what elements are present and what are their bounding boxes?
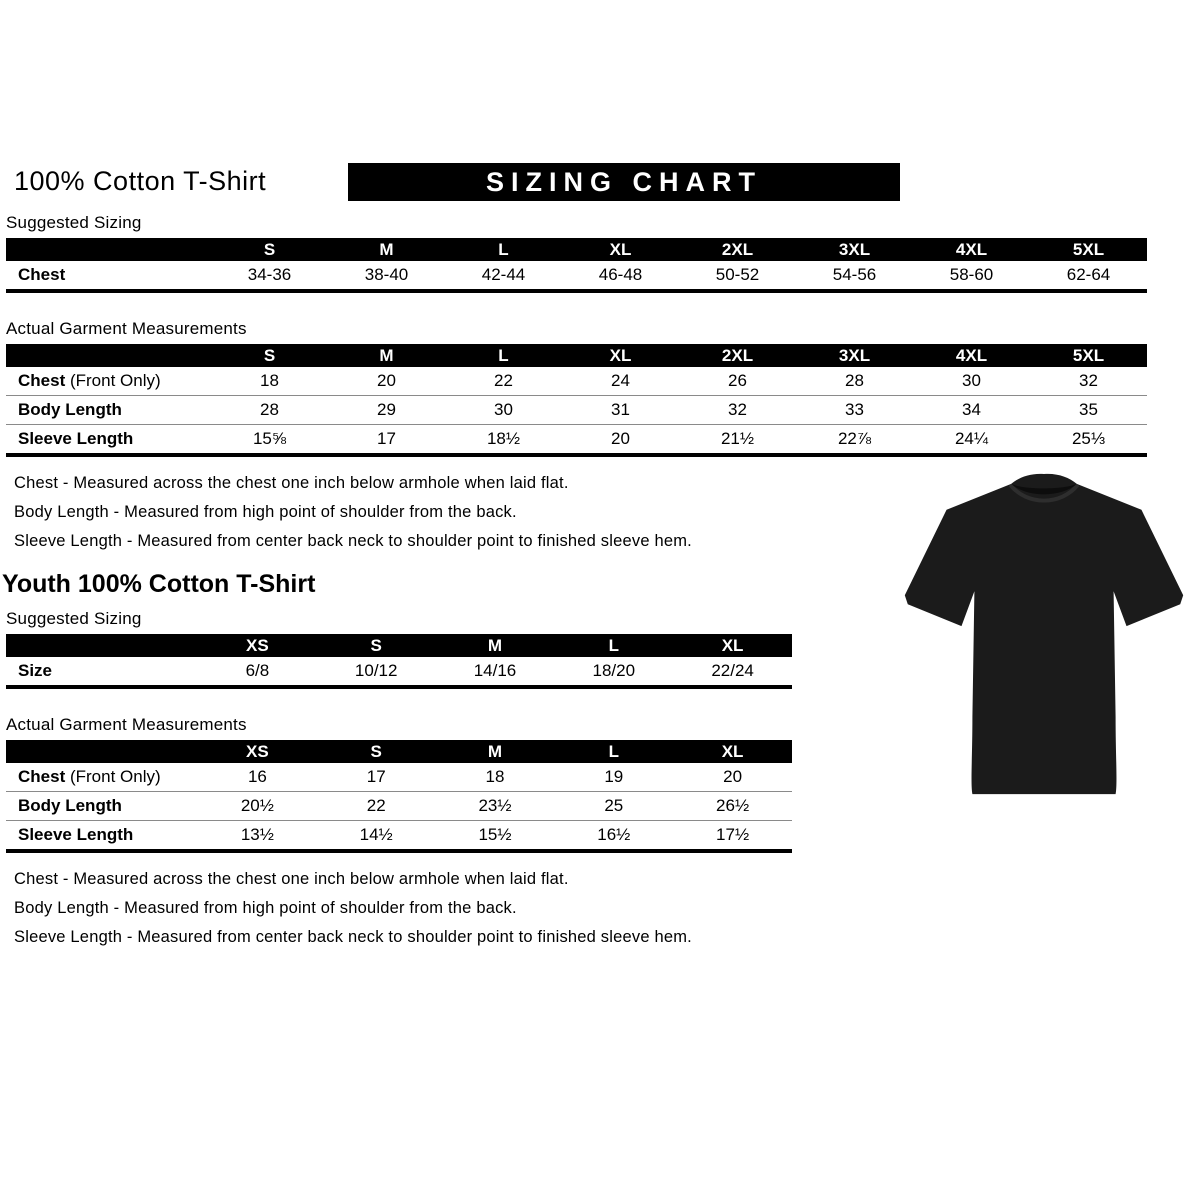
size-column-header: M bbox=[436, 634, 555, 657]
measurement-value: 46-48 bbox=[598, 265, 643, 284]
row-label: Chest (Front Only) bbox=[18, 371, 161, 390]
measurement-value: 22 bbox=[494, 371, 513, 390]
size-column-header: 3XL bbox=[796, 344, 913, 367]
table-corner-cell bbox=[6, 344, 211, 367]
measurement-value: 18/20 bbox=[592, 661, 636, 680]
size-column-header: 4XL bbox=[913, 238, 1030, 261]
measurement-value: 14½ bbox=[359, 825, 393, 844]
youth-suggested-heading: Suggested Sizing bbox=[6, 609, 142, 628]
measurement-row bbox=[6, 657, 792, 687]
measurement-value: 13½ bbox=[240, 825, 274, 844]
measurement-value: 20½ bbox=[240, 796, 274, 815]
measurement-value: 50-52 bbox=[715, 265, 760, 284]
adult-actual-measurements-table bbox=[6, 344, 1147, 457]
header-row bbox=[6, 163, 1151, 207]
size-column-header: XS bbox=[198, 634, 317, 657]
measurement-value: 34 bbox=[962, 400, 981, 419]
measurement-value: 58-60 bbox=[949, 265, 994, 284]
measurement-value: 16½ bbox=[597, 825, 631, 844]
size-column-header: S bbox=[211, 238, 328, 261]
size-column-header: 5XL bbox=[1030, 238, 1147, 261]
measurement-value: 23½ bbox=[478, 796, 512, 815]
size-column-header: XS bbox=[198, 740, 317, 763]
measurement-value: 18 bbox=[485, 767, 505, 786]
measurement-value: 30 bbox=[494, 400, 513, 419]
size-column-header: M bbox=[328, 344, 445, 367]
row-label: Chest (Front Only) bbox=[18, 767, 161, 786]
measurement-row bbox=[6, 821, 792, 852]
measurement-value: 17 bbox=[377, 429, 396, 448]
measurement-value: 54-56 bbox=[832, 265, 877, 284]
table-corner-cell bbox=[6, 238, 211, 261]
size-column-header: 4XL bbox=[913, 344, 1030, 367]
table-corner-cell bbox=[6, 740, 198, 763]
row-label: Body Length bbox=[18, 796, 122, 815]
tshirt-graphic bbox=[893, 468, 1195, 816]
measurement-row bbox=[6, 396, 1147, 425]
youth-suggested-sizing-table bbox=[6, 634, 792, 689]
size-column-header: 3XL bbox=[796, 238, 913, 261]
sizing-chart-banner: SIZING CHART bbox=[348, 163, 900, 201]
size-column-header: M bbox=[328, 238, 445, 261]
measurement-value: 17½ bbox=[716, 825, 750, 844]
measurement-value: 38-40 bbox=[364, 265, 409, 284]
row-label: Chest bbox=[18, 265, 66, 284]
measurement-row bbox=[6, 261, 1147, 291]
measurement-value: 34-36 bbox=[247, 265, 292, 284]
measurement-value: 29 bbox=[377, 400, 396, 419]
size-column-header: 2XL bbox=[679, 344, 796, 367]
size-column-header: 2XL bbox=[679, 238, 796, 261]
note-line: Sleeve Length - Measured from center back neck to shoulder point to finished sleeve hem. bbox=[14, 532, 692, 550]
measurement-value: 22⅞ bbox=[837, 429, 872, 448]
measurement-value: 18½ bbox=[486, 429, 521, 448]
note-line: Body Length - Measured from high point of shoulder from the back. bbox=[14, 899, 517, 917]
youth-section-title: Youth 100% Cotton T-Shirt bbox=[2, 570, 316, 598]
measurement-value: 32 bbox=[1079, 371, 1098, 390]
adult-section-title: 100% Cotton T-Shirt bbox=[14, 166, 267, 196]
measurement-value: 28 bbox=[845, 371, 864, 390]
size-column-header: L bbox=[445, 344, 562, 367]
size-column-header: L bbox=[554, 740, 673, 763]
row-label: Body Length bbox=[18, 400, 122, 419]
note-line: Sleeve Length - Measured from center back neck to shoulder point to finished sleeve hem. bbox=[14, 928, 692, 946]
measurement-value: 15½ bbox=[478, 825, 512, 844]
measurement-row bbox=[6, 367, 1147, 396]
size-column-header: XL bbox=[562, 344, 679, 367]
adult-actual-heading: Actual Garment Measurements bbox=[6, 319, 247, 338]
note-line: Chest - Measured across the chest one inch below armhole when laid flat. bbox=[14, 474, 569, 492]
measurement-value: 19 bbox=[604, 767, 624, 786]
measurement-value: 20 bbox=[611, 429, 630, 448]
size-column-header: L bbox=[554, 634, 673, 657]
measurement-value: 30 bbox=[962, 371, 981, 390]
measurement-value: 35 bbox=[1079, 400, 1098, 419]
measurement-value: 25 bbox=[604, 796, 624, 815]
measurement-value: 42-44 bbox=[481, 265, 526, 284]
measurement-value: 6/8 bbox=[245, 661, 270, 680]
measurement-value: 14/16 bbox=[473, 661, 517, 680]
measurement-value: 25⅓ bbox=[1071, 429, 1106, 448]
measurement-value: 24 bbox=[611, 371, 630, 390]
size-column-header: M bbox=[436, 740, 555, 763]
measurement-row bbox=[6, 792, 792, 821]
measurement-row bbox=[6, 425, 1147, 456]
adult-suggested-heading: Suggested Sizing bbox=[6, 213, 142, 232]
measurement-value: 33 bbox=[845, 400, 864, 419]
measurement-value: 28 bbox=[260, 400, 279, 419]
row-label: Sleeve Length bbox=[18, 429, 134, 448]
table-corner-cell bbox=[6, 634, 198, 657]
measurement-value: 26 bbox=[728, 371, 747, 390]
measurement-value: 22 bbox=[366, 796, 386, 815]
measurement-value: 15⅝ bbox=[252, 429, 287, 448]
youth-measurement-notes bbox=[6, 865, 1151, 952]
youth-actual-measurements-table bbox=[6, 740, 792, 853]
measurement-value: 10/12 bbox=[354, 661, 398, 680]
measurement-value: 24¼ bbox=[954, 429, 989, 448]
black-tshirt-image bbox=[893, 468, 1195, 816]
measurement-value: 31 bbox=[611, 400, 630, 419]
measurement-value: 20 bbox=[377, 371, 396, 390]
note-line: Chest - Measured across the chest one inch below armhole when laid flat. bbox=[14, 870, 569, 888]
youth-actual-heading: Actual Garment Measurements bbox=[6, 715, 247, 734]
measurement-row bbox=[6, 763, 792, 792]
adult-suggested-sizing-table bbox=[6, 238, 1147, 293]
size-column-header: XL bbox=[562, 238, 679, 261]
size-column-header: S bbox=[211, 344, 328, 367]
row-label: Size bbox=[18, 661, 53, 680]
measurement-value: 21½ bbox=[720, 429, 755, 448]
size-column-header: S bbox=[317, 634, 436, 657]
measurement-value: 22/24 bbox=[711, 661, 754, 680]
measurement-value: 20 bbox=[723, 767, 743, 786]
size-column-header: 5XL bbox=[1030, 344, 1147, 367]
measurement-value: 17 bbox=[366, 767, 386, 786]
measurement-value: 32 bbox=[728, 400, 747, 419]
measurement-value: 16 bbox=[247, 767, 267, 786]
measurement-value: 26½ bbox=[716, 796, 750, 815]
size-column-header: XL bbox=[673, 740, 792, 763]
size-column-header: S bbox=[317, 740, 436, 763]
note-line: Body Length - Measured from high point of shoulder from the back. bbox=[14, 503, 517, 521]
size-column-header: XL bbox=[673, 634, 792, 657]
measurement-value: 18 bbox=[260, 371, 279, 390]
row-label: Sleeve Length bbox=[18, 825, 134, 844]
size-column-header: L bbox=[445, 238, 562, 261]
measurement-value: 62-64 bbox=[1066, 265, 1111, 284]
